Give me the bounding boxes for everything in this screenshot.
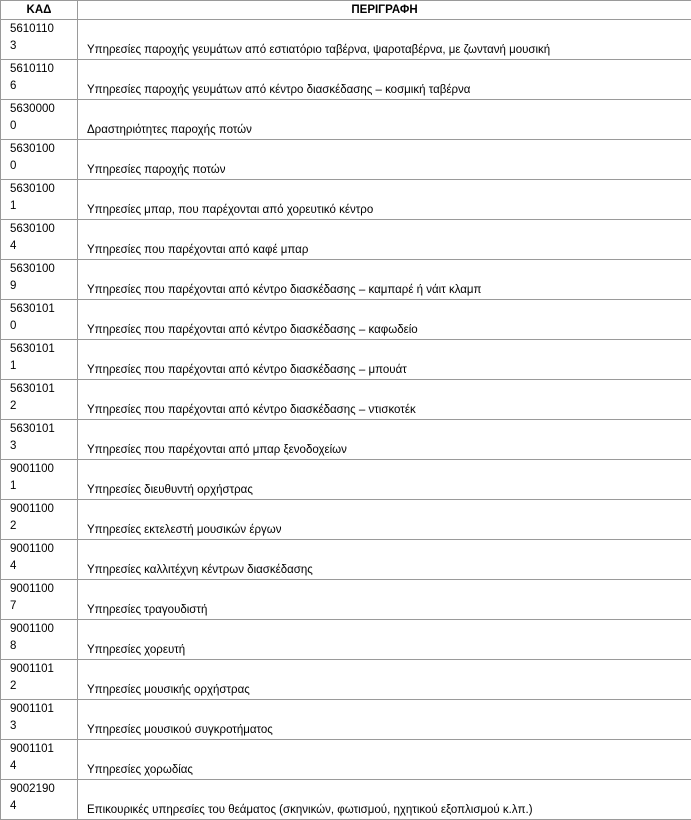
kad-code-cell: 5630000 0 [1,100,78,140]
description-cell: Υπηρεσίες διευθυντή ορχήστρας [78,460,691,500]
description-cell: Υπηρεσίες παροχής γευμάτων από κέντρο διασκέδασης – κοσμική ταβέρνα [78,60,691,100]
kad-code-cell: 5630100 0 [1,140,78,180]
table-row [1,180,691,220]
table-row [1,100,691,140]
table-row [1,60,691,100]
table-row [1,140,691,180]
header-code: ΚΑΔ [1,1,78,20]
kad-code-cell: 9001100 1 [1,460,78,500]
description-cell: Υπηρεσίες που παρέχονται από κέντρο διασκέδασης – καφωδείο [78,300,691,340]
table-body [1,20,691,820]
kad-code-cell: 5630101 1 [1,340,78,380]
description-cell: Υπηρεσίες μουσικού συγκροτήματος [78,700,691,740]
kad-code-cell: 5610110 3 [1,20,78,60]
kad-code-cell: 5630100 1 [1,180,78,220]
table-row [1,540,691,580]
kad-code-cell: 9002190 4 [1,780,78,820]
kad-code-cell: 5630101 3 [1,420,78,460]
table-row [1,300,691,340]
kad-code-cell: 9001101 4 [1,740,78,780]
kad-code-cell: 9001100 8 [1,620,78,660]
table-row [1,340,691,380]
table-row [1,220,691,260]
description-cell: Επικουρικές υπηρεσίες του θεάματος (σκηνικών, φωτισμού, ηχητικού εξοπλισμού κ.λπ.) [78,780,691,820]
kad-code-cell: 5630100 4 [1,220,78,260]
description-cell: Υπηρεσίες τραγουδιστή [78,580,691,620]
description-cell: Υπηρεσίες παροχής γευμάτων από εστιατόριο ταβέρνα, ψαροταβέρνα, με ζωντανή μουσική [78,20,691,60]
kad-code-cell: 5630100 9 [1,260,78,300]
kad-code-cell: 5630101 0 [1,300,78,340]
description-cell: Υπηρεσίες μπαρ, που παρέχονται από χορευτικό κέντρο [78,180,691,220]
description-cell: Υπηρεσίες μουσικής ορχήστρας [78,660,691,700]
description-cell: Υπηρεσίες που παρέχονται από κέντρο διασκέδασης – ντισκοτέκ [78,380,691,420]
table-row [1,20,691,60]
kad-code-cell: 5610110 6 [1,60,78,100]
kad-code-cell: 9001100 4 [1,540,78,580]
table-row [1,660,691,700]
header-description: ΠΕΡΙΓΡΑΦΗ [78,1,691,20]
kad-code-cell: 9001101 3 [1,700,78,740]
description-cell: Δραστηριότητες παροχής ποτών [78,100,691,140]
kad-code-cell: 9001100 7 [1,580,78,620]
kad-code-cell: 5630101 2 [1,380,78,420]
description-cell: Υπηρεσίες χορευτή [78,620,691,660]
table-row [1,500,691,540]
table-row [1,380,691,420]
description-cell: Υπηρεσίες που παρέχονται από μπαρ ξενοδοχείων [78,420,691,460]
table-row [1,460,691,500]
table-row [1,580,691,620]
table-row [1,740,691,780]
table-row [1,700,691,740]
table-header-row [1,1,691,20]
table-row [1,620,691,660]
description-cell: Υπηρεσίες εκτελεστή μουσικών έργων [78,500,691,540]
description-cell: Υπηρεσίες που παρέχονται από καφέ μπαρ [78,220,691,260]
table-row [1,420,691,460]
description-cell: Υπηρεσίες χορωδίας [78,740,691,780]
table-row [1,260,691,300]
description-cell: Υπηρεσίες που παρέχονται από κέντρο διασκέδασης – καμπαρέ ή νάιτ κλαμπ [78,260,691,300]
table-row [1,780,691,820]
description-cell: Υπηρεσίες που παρέχονται από κέντρο διασκέδασης – μπουάτ [78,340,691,380]
kad-code-cell: 9001101 2 [1,660,78,700]
kad-code-cell: 9001100 2 [1,500,78,540]
description-cell: Υπηρεσίες καλλιτέχνη κέντρων διασκέδασης [78,540,691,580]
description-cell: Υπηρεσίες παροχής ποτών [78,140,691,180]
